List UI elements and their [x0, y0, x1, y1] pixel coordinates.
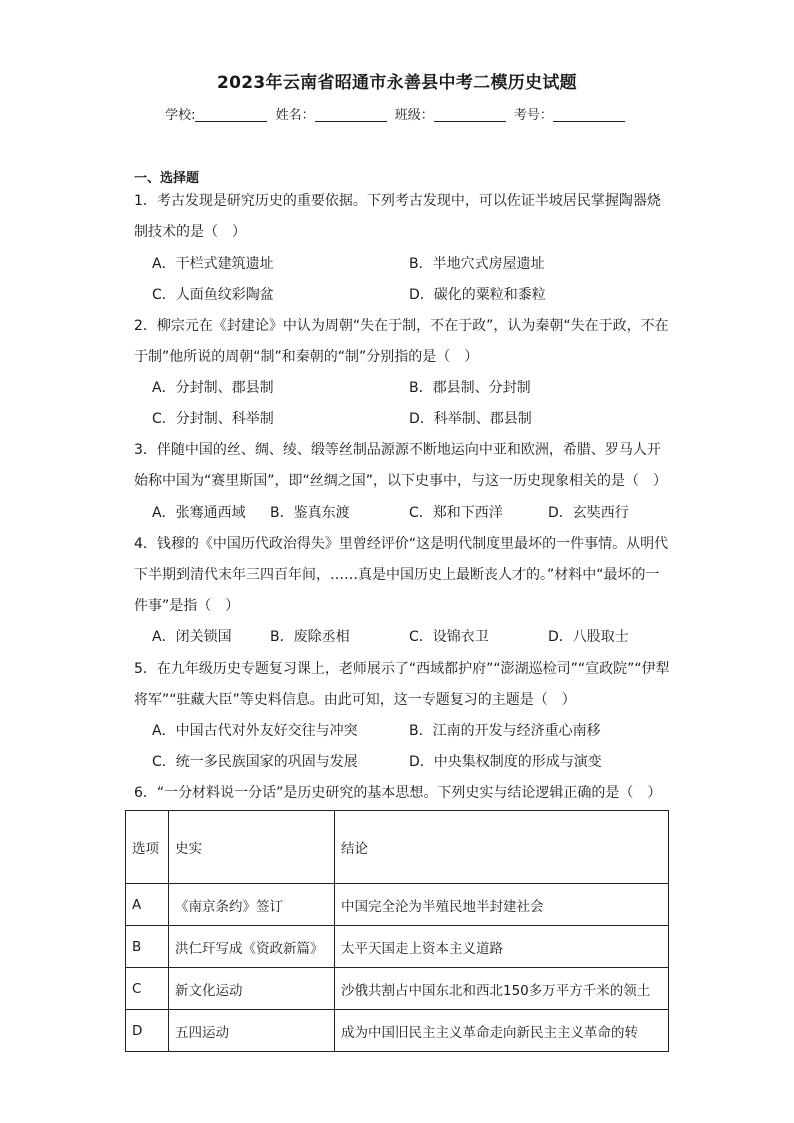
q3-line-1: 3．伴随中国的丝、绸、绫、缎等丝制品源源不断地运向中亚和欧洲，希腊、罗马人开 [134, 442, 661, 458]
student-info-line [0, 104, 794, 123]
table-header-row [126, 811, 669, 884]
q1-line-2: 制技术的是（ ） [134, 224, 246, 240]
q2-option-a[interactable]: A．分封制、郡县制 [152, 380, 274, 396]
q4-line-2: 下半期到清代末年三四百年间，……真是中国历史上最断丧人才的。”材料中“最坏的一 [134, 567, 660, 583]
q5-option-c[interactable]: C．统一多民族国家的巩固与发展 [152, 754, 358, 770]
q4-line-1: 4．钱穆的《中国历代政治得失》里曾经评价“这是明代制度里最坏的一件事情。从明代 [134, 536, 669, 552]
q1-option-c[interactable]: C．人面鱼纹彩陶盆 [152, 287, 274, 303]
q3-option-c[interactable]: C．郑和下西洋 [409, 505, 503, 521]
row-d-conclusion: 成为中国旧民主主义革命走向新民主主义革命的转 [335, 1010, 669, 1052]
q2-line-2: 于制”他所说的周朝“制”和秦朝的“制”分别指的是（ ） [134, 349, 479, 365]
q4-option-c[interactable]: C．设锦衣卫 [409, 629, 489, 645]
row-b-option: B [126, 926, 169, 968]
q4-option-d[interactable]: D．八股取士 [548, 629, 629, 645]
exam-title: 2023年云南省昭通市永善县中考二模历史试题 [217, 73, 577, 93]
q6-line-1: 6．“一分材料说一分话”是历史研究的基本思想。下列史实与结论逻辑正确的是（ ） [134, 785, 662, 801]
school-blank[interactable] [195, 108, 267, 122]
row-d-fact: 五四运动 [169, 1010, 335, 1052]
row-d-option: D [126, 1010, 169, 1052]
q5-line-2: 将军”“驻藏大臣”等史料信息。由此可知，这一专题复习的主题是（ ） [134, 692, 576, 708]
q1-option-a[interactable]: A．干栏式建筑遗址 [152, 256, 274, 272]
q3-option-d[interactable]: D．玄奘西行 [548, 505, 629, 521]
section-heading: 一、选择题 [134, 171, 200, 186]
school-label: 学校: [165, 108, 196, 123]
header-option: 选项 [126, 811, 169, 884]
class-label: 班级： [394, 108, 434, 123]
row-a-fact: 《南京条约》签订 [169, 884, 335, 926]
class-blank[interactable] [434, 108, 506, 122]
q1-option-d[interactable]: D．碳化的粟粒和黍粒 [409, 287, 546, 303]
q5-line-1: 5．在九年级历史专题复习课上，老师展示了“西域都护府”“澎湖巡检司”“宣政院”“伊犁 [134, 661, 670, 677]
q5-option-b[interactable]: B．江南的开发与经济重心南移 [409, 723, 601, 739]
q1-line-1: 1．考古发现是研究历史的重要依据。下列考古发现中，可以佐证半坡居民掌握陶器烧 [134, 193, 661, 209]
q4-line-3: 件事”是指（ ） [134, 598, 240, 614]
table-row [126, 884, 669, 926]
table-row [126, 926, 669, 968]
q2-option-d[interactable]: D．科举制、郡县制 [409, 411, 532, 427]
number-blank[interactable] [553, 108, 625, 122]
q2-option-b[interactable]: B．郡县制、分封制 [409, 380, 531, 396]
q2-option-c[interactable]: C．分封制、科举制 [152, 411, 274, 427]
row-b-conclusion: 太平天国走上资本主义道路 [335, 926, 669, 968]
number-label: 考号： [513, 108, 553, 123]
row-c-fact: 新文化运动 [169, 968, 335, 1010]
row-c-conclusion: 沙俄共割占中国东北和西北150多万平方千米的领土 [335, 968, 669, 1010]
q5-option-d[interactable]: D．中央集权制度的形成与演变 [409, 754, 602, 770]
table-row [126, 1010, 669, 1052]
q5-option-a[interactable]: A．中国古代对外友好交往与冲突 [152, 723, 358, 739]
q4-option-b[interactable]: B．废除丞相 [270, 629, 350, 645]
q6-table [125, 810, 669, 1052]
q1-option-b[interactable]: B．半地穴式房屋遗址 [409, 256, 545, 272]
row-a-option: A [126, 884, 169, 926]
header-conclusion: 结论 [335, 811, 669, 884]
q3-line-2: 始称中国为“赛里斯国”，即“丝绸之国”，以下史事中，与这一历史现象相关的是（ ） [134, 473, 668, 489]
q3-option-b[interactable]: B．鉴真东渡 [270, 505, 350, 521]
q2-line-1: 2．柳宗元在《封建论》中认为周朝“失在于制，不在于政”，认为秦朝“失在于政，不在 [134, 318, 669, 334]
name-blank[interactable] [315, 108, 387, 122]
header-fact: 史实 [169, 811, 335, 884]
row-c-option: C [126, 968, 169, 1010]
name-label: 姓名： [275, 108, 315, 123]
table-row [126, 968, 669, 1010]
row-a-conclusion: 中国完全沦为半殖民地半封建社会 [335, 884, 669, 926]
q4-option-a[interactable]: A．闭关锁国 [152, 629, 232, 645]
row-b-fact: 洪仁玕写成《资政新篇》 [169, 926, 335, 968]
q3-option-a[interactable]: A．张骞通西域 [152, 505, 246, 521]
